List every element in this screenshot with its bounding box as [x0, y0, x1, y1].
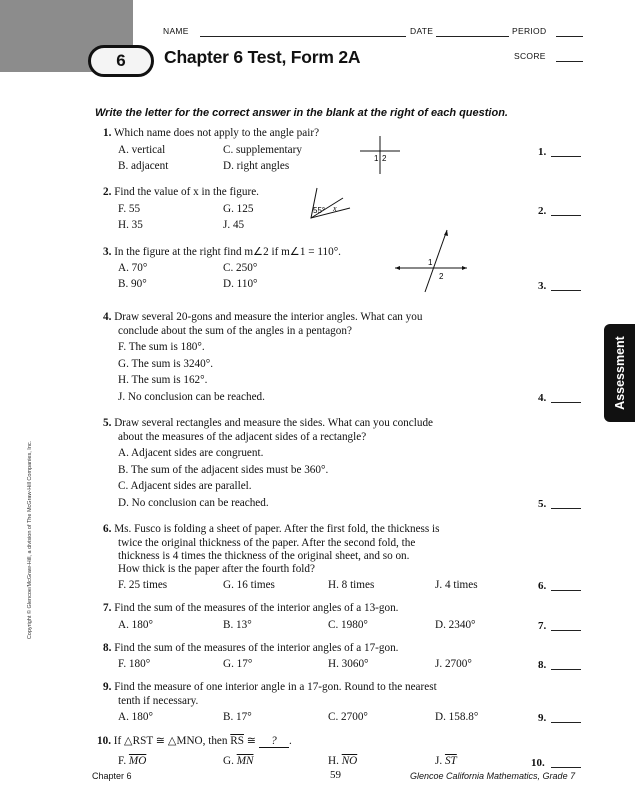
answer-number-1: 1.: [538, 146, 547, 158]
choice-7a: A. 180°: [118, 619, 153, 631]
name-label: NAME: [163, 26, 189, 36]
choice-4f: F. The sum is 180°.: [118, 341, 205, 353]
figure-label: 55°: [313, 206, 326, 215]
assessment-tab-label: Assessment: [612, 336, 627, 410]
choice-8g: G. 17°: [223, 658, 253, 670]
choice-4h: H. The sum is 162°.: [118, 374, 208, 386]
question-6-line-4: How thick is the paper after the fourth fold?: [118, 563, 315, 575]
answer-number-2: 2.: [538, 205, 547, 217]
choice-6j: J. 4 times: [435, 579, 478, 591]
choice-8h: H. 3060°: [328, 658, 369, 670]
segment-rs: $\overline{RS}$: [230, 735, 244, 747]
question-5: 5. Draw several rectangles and measure the sides. What can you conclude: [103, 417, 434, 429]
chapter-number-badge: 6: [88, 45, 154, 77]
choice-9a: A. 180°: [118, 711, 153, 723]
figure-angle-pair: [360, 136, 400, 174]
choice-1c: C. supplementary: [223, 144, 302, 156]
question-8: 8. Find the sum of the measures of the interior angles of a 17-gon.: [103, 642, 399, 654]
answer-number-3: 3.: [538, 280, 547, 292]
choice-10j: J. $\overline{ST}$: [435, 755, 457, 767]
question-9-line-2: tenth if necessary.: [118, 695, 199, 707]
choice-3c: C. 250°: [223, 262, 258, 274]
date-label: DATE: [410, 26, 434, 36]
choice-4j: J. No conclusion can be reached.: [118, 391, 265, 403]
answer-blank-6[interactable]: [551, 590, 581, 591]
instructions: Write the letter for the correct answer in the blank at the right of each question.: [95, 107, 508, 119]
choice-9d: D. 158.8°: [435, 711, 479, 723]
figure-transversal: [395, 230, 470, 292]
choice-7d: D. 2340°: [435, 619, 476, 631]
footer-publisher: Glencoe California Mathematics, Grade 7: [410, 771, 576, 781]
answer-blank-5[interactable]: [551, 508, 581, 509]
period-field[interactable]: [556, 36, 583, 37]
choice-7c: C. 1980°: [328, 619, 368, 631]
choice-2g: G. 125: [223, 203, 254, 215]
question-7: 7. Find the sum of the measures of the interior angles of a 13-gon.: [103, 602, 399, 614]
choice-2f: F. 55: [118, 203, 141, 215]
question-9: 9. Find the measure of one interior angle in a 17-gon. Round to the nearest: [103, 681, 437, 693]
figure-label: 2: [439, 272, 444, 281]
footer-chapter: Chapter 6: [92, 771, 132, 781]
question-4: 4. Draw several 20-gons and measure the interior angles. What can you: [103, 311, 423, 323]
choice-3a: A. 70°: [118, 262, 148, 274]
choice-6g: G. 16 times: [223, 579, 275, 591]
score-label: SCORE: [514, 51, 546, 61]
answer-blank-1[interactable]: [551, 156, 581, 157]
period-label: PERIOD: [512, 26, 547, 36]
name-field[interactable]: [200, 36, 406, 37]
answer-number-7: 7.: [538, 620, 547, 632]
question-3: 3. In the figure at the right find m∠2 if m∠1 = 110°.: [103, 246, 341, 258]
choice-1b: B. adjacent: [118, 160, 169, 172]
choice-10f: F. $\overline{MO}$: [118, 755, 147, 767]
answer-blank-3[interactable]: [551, 290, 581, 291]
choice-2h: H. 35: [118, 219, 143, 231]
choice-1a: A. vertical: [118, 144, 166, 156]
choice-5a: A. Adjacent sides are congruent.: [118, 447, 264, 459]
answer-blank-10[interactable]: [551, 767, 581, 768]
choice-3b: B. 90°: [118, 278, 147, 290]
choice-10h: H. $\overline{NO}$: [328, 755, 358, 767]
choice-5d: D. No conclusion can be reached.: [118, 497, 269, 509]
choice-5b: B. The sum of the adjacent sides must be 360°.: [118, 464, 329, 476]
choice-9c: C. 2700°: [328, 711, 368, 723]
figure-label: 1: [374, 154, 379, 163]
answer-number-10: 10.: [531, 757, 545, 769]
page-number: 59: [330, 769, 341, 781]
answer-number-9: 9.: [538, 712, 547, 724]
question-5-line-2: about the measures of the adjacent sides of a rectangle?: [118, 431, 367, 443]
question-6: 6. Ms. Fusco is folding a sheet of paper. After the first fold, the thickness is: [103, 523, 440, 535]
choice-1d: D. right angles: [223, 160, 290, 172]
figure-label: 1: [428, 258, 433, 267]
answer-blank-2[interactable]: [551, 215, 581, 216]
answer-number-8: 8.: [538, 659, 547, 671]
choice-8f: F. 180°: [118, 658, 151, 670]
answer-number-6: 6.: [538, 580, 547, 592]
date-field[interactable]: [436, 36, 509, 37]
page-title: Chapter 6 Test, Form 2A: [164, 47, 361, 67]
choice-10g: G. $\overline{MN}$: [223, 755, 254, 767]
choice-8j: J. 2700°: [435, 658, 472, 670]
question-1: 1. Which name does not apply to the angle pair?: [103, 127, 320, 139]
choice-6h: H. 8 times: [328, 579, 375, 591]
choice-4g: G. The sum is 3240°.: [118, 358, 214, 370]
choice-3d: D. 110°: [223, 278, 258, 290]
question-10-blank: ?: [259, 736, 289, 748]
question-10: 10. If △RST ≅ △MNO, then $\overline{RS}$ ≅ ? .: [97, 735, 292, 747]
figure-label: x: [333, 204, 337, 213]
question-2: 2. Find the value of x in the figure.: [103, 186, 259, 198]
answer-number-5: 5.: [538, 498, 547, 510]
answer-blank-8[interactable]: [551, 669, 581, 670]
figure-label: 2: [382, 154, 387, 163]
copyright-notice: Copyright © Glencoe/McGraw-Hill, a division of The McGraw-Hill Companies, Inc.: [27, 440, 33, 640]
choice-2j: J. 45: [223, 219, 245, 231]
choice-5c: C. Adjacent sides are parallel.: [118, 480, 252, 492]
question-6-line-3: thickness is 4 times the thickness of the original sheet, and so on.: [118, 550, 410, 562]
answer-number-4: 4.: [538, 392, 547, 404]
choice-7b: B. 13°: [223, 619, 252, 631]
score-field[interactable]: [556, 61, 583, 62]
choice-9b: B. 17°: [223, 711, 252, 723]
answer-blank-4[interactable]: [551, 402, 581, 403]
question-4-line-2: conclude about the sum of the angles in a pentagon?: [118, 325, 352, 337]
question-6-line-2: twice the original thickness of the paper. After the second fold, the: [118, 537, 416, 549]
choice-6f: F. 25 times: [118, 579, 168, 591]
answer-blank-9[interactable]: [551, 722, 581, 723]
figure-triangle: [305, 188, 350, 224]
answer-blank-7[interactable]: [551, 630, 581, 631]
